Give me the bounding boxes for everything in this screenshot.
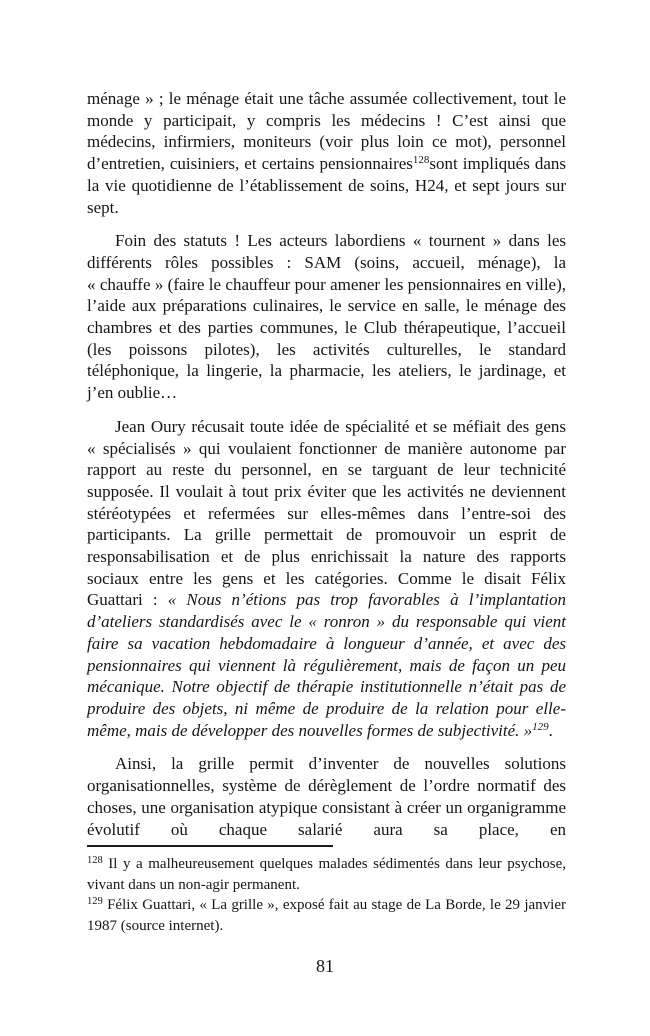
body-paragraph-1 [87, 88, 566, 218]
footnote-128 [87, 854, 566, 895]
footnote-reference-129: 129 [532, 720, 549, 733]
footnote-129 [87, 895, 566, 936]
footnote-text: Félix Guattari, « La grille », exposé fait au stage de La Borde, le 29 janvier 1987 (source internet). [87, 897, 567, 934]
page-number: 81 [316, 956, 334, 976]
body-paragraph-3 [87, 416, 566, 742]
footnote-reference-128: 128 [412, 154, 430, 167]
footnote-marker: 129 [87, 896, 103, 907]
guattari-quote-italic: « Nous n’étions pas trop favorables à l’implantation d’ateliers standardisés avec le « ronron » du responsable qui vient faire sa vacation hebdomadaire à longueur d’année, et avec des pensionnaires qui viennent là régulièrement, mais de façon un peu mécanique. Notre objectif de thérapie institutionnelle n’était pas de produire des objets, ni même de produire de la relation pour elle-même, mais de développer des nouvelles formes de subjectivité. » [87, 590, 567, 740]
paragraph-text-segment: sont impliqués dans la vie quotidienne de l’établissement de soins, H24, et sept jours sur sept. [87, 154, 566, 217]
body-paragraph-4 [87, 753, 566, 840]
paragraph-text-segment: Foin des statuts ! Les acteurs labordiens « tournent » dans les différents rôles possibles : SAM (soins, accueil, ménage), la « chauffe » (faire le chauffeur pour amener les pensionnaires en ville), l’aide aux préparations culinaires, le service en salle, le ménage des chambres et des parties communes, le Club thérapeutique, l’accueil (les poissons pilotes), les activités culturelles, le standard téléphonique, la lingerie, la pharmacie, les ateliers, le jardinage, et j’en oublie… [87, 231, 566, 403]
paragraph-text-segment: ménage » ; le ménage était une tâche assumée collectivement, tout le monde y participait, y compris les médecins ! C’est ainsi que médecins, infirmiers, moniteurs (voir plus loin ce mot), personnel d’entretien, cuisiniers, et certains pensionnaires [87, 89, 566, 174]
paragraph-text-segment: Ainsi, la grille permit d’inventer de nouvelles solutions organisationnelles, système de dérèglement de l’ordre normatif des choses, une organisation atypique consistant à créer un organigramme évolutif où chaque salarié aura sa place, en [87, 754, 566, 839]
body-paragraph-2 [87, 230, 566, 404]
footnote-separator-rule [87, 845, 333, 847]
paragraph-text-segment: . [548, 720, 553, 740]
paragraph-text-segment: Jean Oury récusait toute idée de spécialité et se méfiait des gens « spécialisés » qui voulaient fonctionner de manière autonome par rapport au reste du personnel, en se targuant de leur technicité supposée. Il voulait à tout prix éviter que les activités ne deviennent stéréotypées et refermées sur elles-mêmes dans l’entre-soi des participants. La grille permettait de promouvoir un esprit de responsabilisation et de plus enrichissait la nature des rapports sociaux entre les gens et les catégories. Comme le disait Félix Guattari : [87, 416, 566, 610]
page-body-text [87, 88, 566, 840]
footnotes-section [87, 845, 566, 936]
footnote-marker: 128 [87, 855, 103, 866]
footnote-text: Il y a malheureusement quelques malades sédimentés dans leur psychose, vivant dans un non-agir permanent. [87, 856, 566, 893]
